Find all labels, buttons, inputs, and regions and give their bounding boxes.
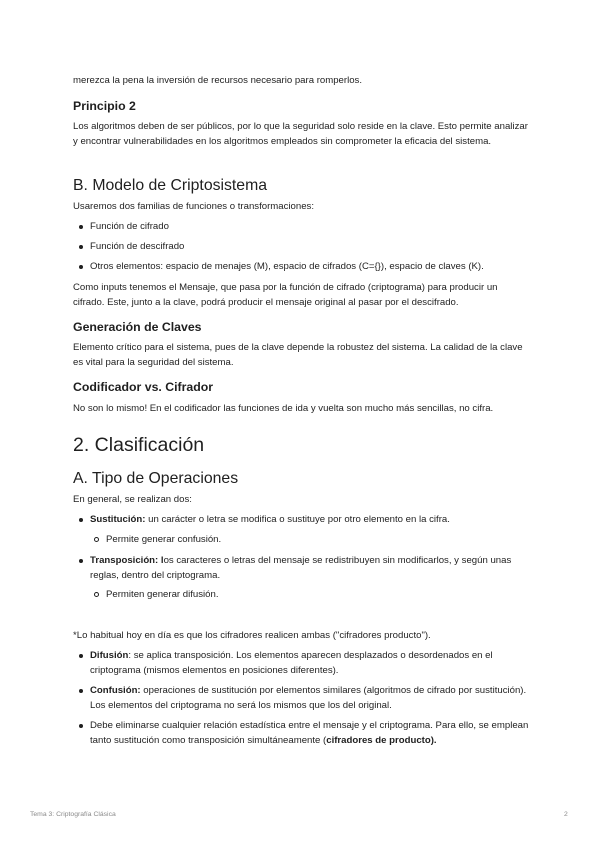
modelo-heading: B. Modelo de Criptosistema [73, 177, 268, 194]
sustitucion-sublist [73, 532, 221, 547]
confusion-text: operaciones de sustitución por elementos similares (algoritmos de cifrado por sustitución). Los elementos del criptograma no será los mismos que los del original. [90, 685, 527, 711]
footer-title: Tema 3: Criptografía Clásica [30, 811, 116, 818]
codificador-text: No son lo mismo! En el codificador las funciones de ida y vuelta son mucho más sencillas, no cifra. [73, 403, 494, 414]
sustitucion-text: un carácter o letra se modifica o sustituye por otro elemento en la cifra. [145, 514, 450, 525]
confusion-label: Confusión: [90, 685, 141, 696]
clasificacion-heading: 2. Clasificación [73, 434, 205, 456]
generacion-heading: Generación de Claves [73, 320, 202, 334]
list-item: Otros elementos: espacio de menajes (M), espacio de cifrados (C={}), espacio de claves (K). [73, 259, 533, 274]
footer-page-number: 2 [564, 811, 568, 818]
eliminar-bold: cifradores de producto). [326, 735, 437, 746]
difusion-text: : se aplica transposición. Los elementos aparecen desplazados o desordenados en el criptograma (mismos elementos en posiciones diferentes). [90, 650, 493, 676]
codificador-heading: Codificador vs. Cifrador [73, 380, 214, 394]
list-item: Función de descifrado [73, 239, 533, 254]
list-item: Función de cifrado [73, 219, 533, 234]
modelo-list [73, 219, 533, 274]
sub-list-item: Permiten generar difusión. [73, 587, 219, 602]
principio-2-text: Los algoritmos deben de ser públicos, por lo que la seguridad solo reside en la clave. Esto permite analizar y encontrar vulnerabilidades en los algoritmos empleados sin comprometer la eficacia del sistema. [73, 121, 528, 147]
nota-list [73, 648, 533, 748]
transposicion-list [73, 553, 525, 583]
sustitucion-item [73, 512, 523, 527]
principio-2-heading: Principio 2 [73, 99, 136, 113]
transposicion-item [73, 553, 525, 583]
transposicion-label: Transposición: l [90, 555, 164, 566]
tipo-list [73, 512, 523, 527]
generacion-text: Elemento crítico para el sistema, pues de la clave depende la robustez del sistema. La calidad de la clave es vital para la seguridad del sistema. [73, 342, 523, 368]
eliminar-text: Debe eliminarse cualquier relación estadística entre el mensaje y el criptograma. Para ello, se emplean tanto sustitución como transposición simultáneamente ( [90, 720, 529, 746]
tipo-intro: En general, se realizan dos: [73, 494, 192, 505]
modelo-intro: Usaremos dos familias de funciones o transformaciones: [73, 201, 315, 212]
transposicion-sublist [73, 587, 219, 602]
eliminar-item [73, 718, 533, 748]
continued-text: merezca la pena la inversión de recursos necesario para romperlos. [73, 75, 363, 86]
sustitucion-label: Sustitución: [90, 514, 146, 525]
transposicion-text: os caracteres o letras del mensaje se redistribuyen sin modificarlos, y según unas reglas, dentro del criptograma. [90, 555, 512, 581]
difusion-label: Difusión [90, 650, 129, 661]
sub-list-item: Permite generar confusión. [73, 532, 221, 547]
tipo-heading: A. Tipo de Operaciones [73, 470, 239, 487]
difusion-item [73, 648, 533, 678]
nota-text: *Lo habitual hoy en día es que los cifradores realicen ambas ("cifradores producto"). [73, 630, 431, 641]
modelo-paragraph: Como inputs tenemos el Mensaje, que pasa por la función de cifrado (criptograma) para producir un cifrado. Este, junto a la clave, podrá producir el mensaje original al pasar por el descifrado. [73, 282, 498, 308]
confusion-item [73, 683, 533, 713]
